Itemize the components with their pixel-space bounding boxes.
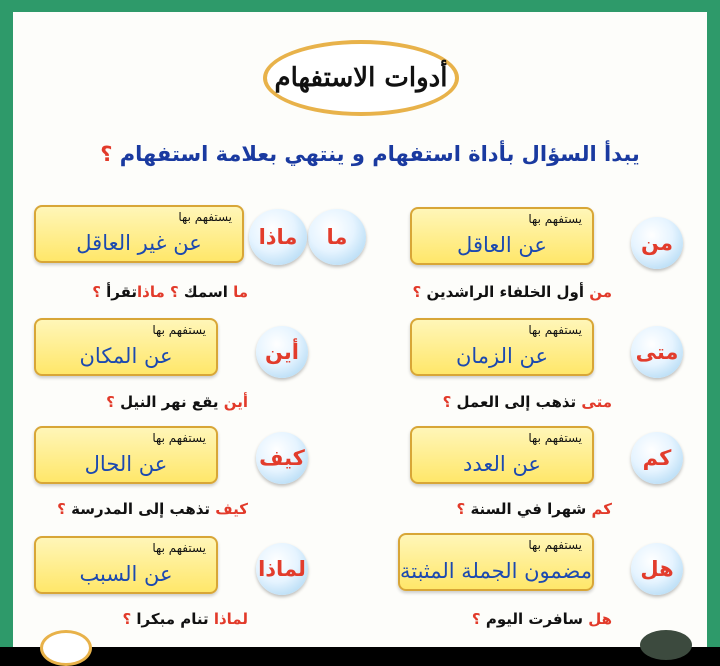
example-qmark: ؟ [122, 610, 132, 628]
tool-kayfa-circle [256, 432, 308, 484]
tool-ayna-example [106, 393, 248, 411]
example-text: تذهب إلى المدرسة [65, 500, 216, 518]
example-text: اسمك [178, 283, 234, 301]
tool-man-circle [631, 217, 683, 269]
example-text: سافرت اليوم [480, 610, 589, 628]
example-keyword: من [589, 283, 612, 301]
tool-hal-main: مضمون الجملة المثبتة [399, 559, 592, 583]
tool-mata-label: متى [635, 340, 679, 364]
tool-ayna-circle [256, 326, 308, 378]
subtitle-question-mark: ؟ [100, 142, 113, 166]
title-text: أدوات الاستفهام [274, 63, 448, 93]
tool-limatha-example [122, 610, 248, 628]
tool-ayna-label: أين [265, 340, 299, 364]
example-qmark: ؟ [456, 500, 466, 518]
example-keyword: متى [581, 393, 612, 411]
tool-hal-example [472, 610, 612, 628]
tool-man-label: من [641, 231, 673, 255]
tool-kam-label: كم [642, 446, 672, 470]
tool-man-main: عن العاقل [457, 233, 547, 257]
tool-kayfa-small: يستفهم بها [152, 431, 206, 445]
decorative-oval [40, 630, 92, 666]
tool-mata-box [410, 318, 594, 376]
tool-man-example [413, 283, 612, 301]
example-keyword: هل [588, 610, 612, 628]
tool-kam-example [457, 500, 612, 518]
tool-limatha-main: عن السبب [79, 562, 173, 586]
tool-hal-box [398, 533, 594, 591]
example-keyword: كم [591, 500, 612, 518]
tool-mata-circle [631, 326, 683, 378]
tool-ayna-main: عن المكان [79, 344, 173, 368]
example-text-2: تقرأ [100, 283, 138, 301]
example-keyword-2: ماذا [137, 283, 170, 301]
tool-ma-small: يستفهم بها [178, 210, 232, 224]
example-keyword: ما [233, 283, 248, 301]
tool-limatha-circle [256, 543, 308, 595]
tool-kayfa-main: عن الحال [84, 452, 168, 476]
example-qmark: ؟ [471, 610, 481, 628]
tool-ma-circle [308, 209, 366, 265]
tool-kayfa-box [34, 426, 218, 484]
subtitle-text: يبدأ السؤال بأداة استفهام و ينتهي بعلامة استفهام [119, 142, 640, 166]
example-qmark-2: ؟ [92, 283, 101, 301]
tool-man-small: يستفهم بها [528, 212, 582, 226]
example-qmark: ؟ [412, 283, 422, 301]
example-text: تنام مبكرا [131, 610, 214, 628]
tool-limatha-box [34, 536, 218, 594]
tool-kayfa-label: كيف [259, 446, 305, 470]
example-keyword: أين [223, 393, 248, 411]
example-keyword: لماذا [213, 610, 248, 628]
example-qmark: ؟ [442, 393, 452, 411]
example-text: يقع نهر النيل [114, 393, 224, 411]
tool-ayna-box [34, 318, 218, 376]
tool-man-box [410, 207, 594, 265]
tool-kam-circle [631, 432, 683, 484]
example-qmark: ؟ [57, 500, 66, 518]
tool-limatha-small: يستفهم بها [152, 541, 206, 555]
tool-kam-box [410, 426, 594, 484]
tool-ma-main: عن غير العاقل [76, 231, 202, 255]
tool-mata-main: عن الزمان [455, 344, 549, 368]
example-qmark: ؟ [170, 283, 179, 301]
tool-kayfa-example [57, 500, 248, 518]
tool-hal-circle [631, 543, 683, 595]
tool-hal-small: يستفهم بها [528, 538, 582, 552]
tool-kam-main: عن العدد [463, 452, 541, 476]
tool-mata-small: يستفهم بها [528, 323, 582, 337]
example-text: تذهب إلى العمل [451, 393, 582, 411]
example-text: أول الخلفاء الراشدين [421, 283, 590, 301]
decorative-dark-shape [640, 630, 692, 660]
example-qmark: ؟ [106, 393, 115, 411]
page-title [263, 40, 459, 116]
tool-matha-label: ماذا [258, 225, 298, 249]
tool-ma-box [34, 205, 244, 263]
tool-mata-example [443, 393, 612, 411]
tool-kam-small: يستفهم بها [528, 431, 582, 445]
tool-ma-label: ما [326, 225, 348, 249]
tool-ayna-small: يستفهم بها [152, 323, 206, 337]
tool-hal-label: هل [640, 557, 674, 581]
tool-ma-example [92, 283, 248, 301]
example-text: شهرا في السنة [465, 500, 592, 518]
example-keyword: كيف [215, 500, 248, 518]
tool-matha-circle [249, 209, 307, 265]
subtitle [90, 142, 650, 166]
tool-limatha-label: لماذا [258, 557, 306, 581]
